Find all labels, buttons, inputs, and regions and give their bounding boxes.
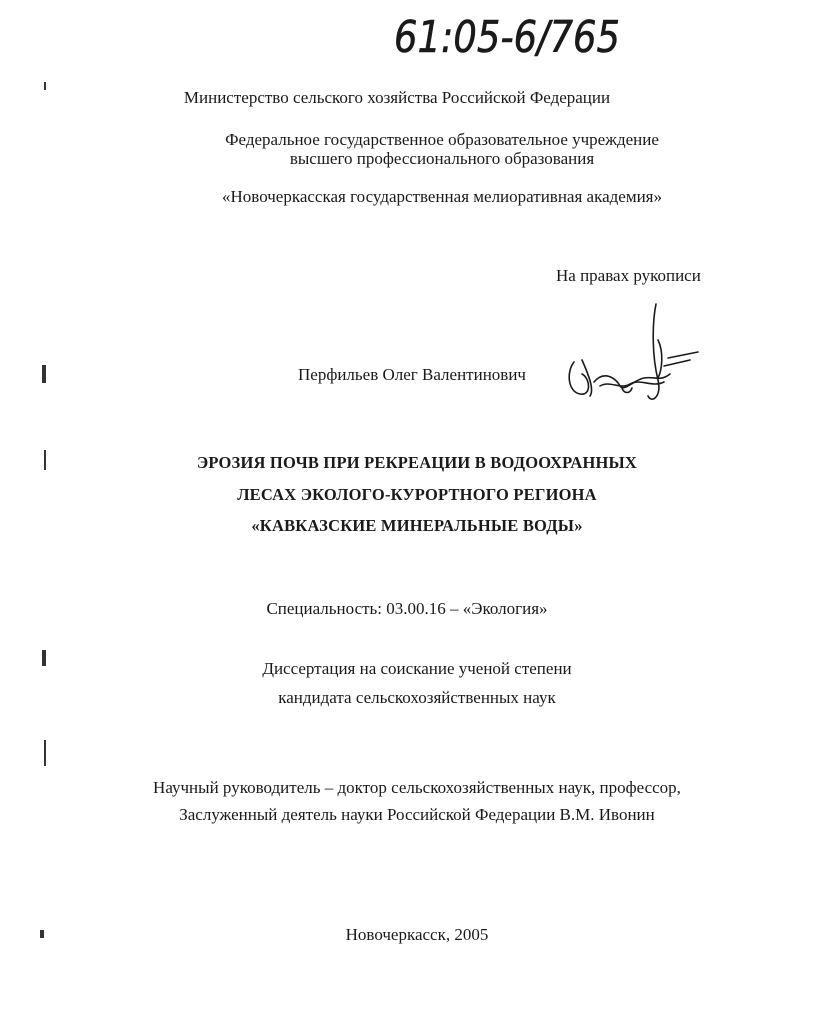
dissertation-line-1: Диссертация на соискание ученой степени (262, 659, 572, 678)
manuscript-note: На правах рукописи (556, 266, 701, 285)
handwritten-archive-code (388, 6, 628, 66)
ministry-line: Министерство сельского хозяйства Российской Федерации (183, 88, 611, 107)
supervisor-line-1: Научный руководитель – доктор сельскохозяйственных наук, профессор, (153, 778, 681, 797)
institution-line-1: Федеральное государственное образовательное учреждение (225, 130, 659, 149)
title-line-3: «КАВКАЗСКИЕ МИНЕРАЛЬНЫЕ ВОДЫ» (251, 516, 583, 535)
archive-code-text: 61:05-6/765 (394, 12, 620, 63)
author-name: Перфильев Олег Валентинович (298, 365, 526, 384)
specialty-line: Специальность: 03.00.16 – «Экология» (266, 599, 548, 618)
supervisor-line-2: Заслуженный деятель науки Российской Федерации В.М. Ивонин (179, 805, 655, 824)
dissertation-line-2: кандидата сельскохозяйственных наук (278, 688, 556, 707)
institution-line-2: высшего профессионального образования (289, 149, 595, 168)
title-line-1: ЭРОЗИЯ ПОЧВ ПРИ РЕКРЕАЦИИ В ВОДООХРАННЫХ (196, 453, 638, 472)
margin-mark (42, 365, 46, 383)
title-line-2: ЛЕСАХ ЭКОЛОГО-КУРОРТНОГО РЕГИОНА (237, 485, 597, 504)
institution-name: «Новочеркасская государственная мелиоративная академия» (222, 187, 662, 206)
place-year: Новочеркасск, 2005 (345, 925, 489, 944)
author-signature (560, 300, 710, 405)
margin-mark (44, 740, 46, 766)
